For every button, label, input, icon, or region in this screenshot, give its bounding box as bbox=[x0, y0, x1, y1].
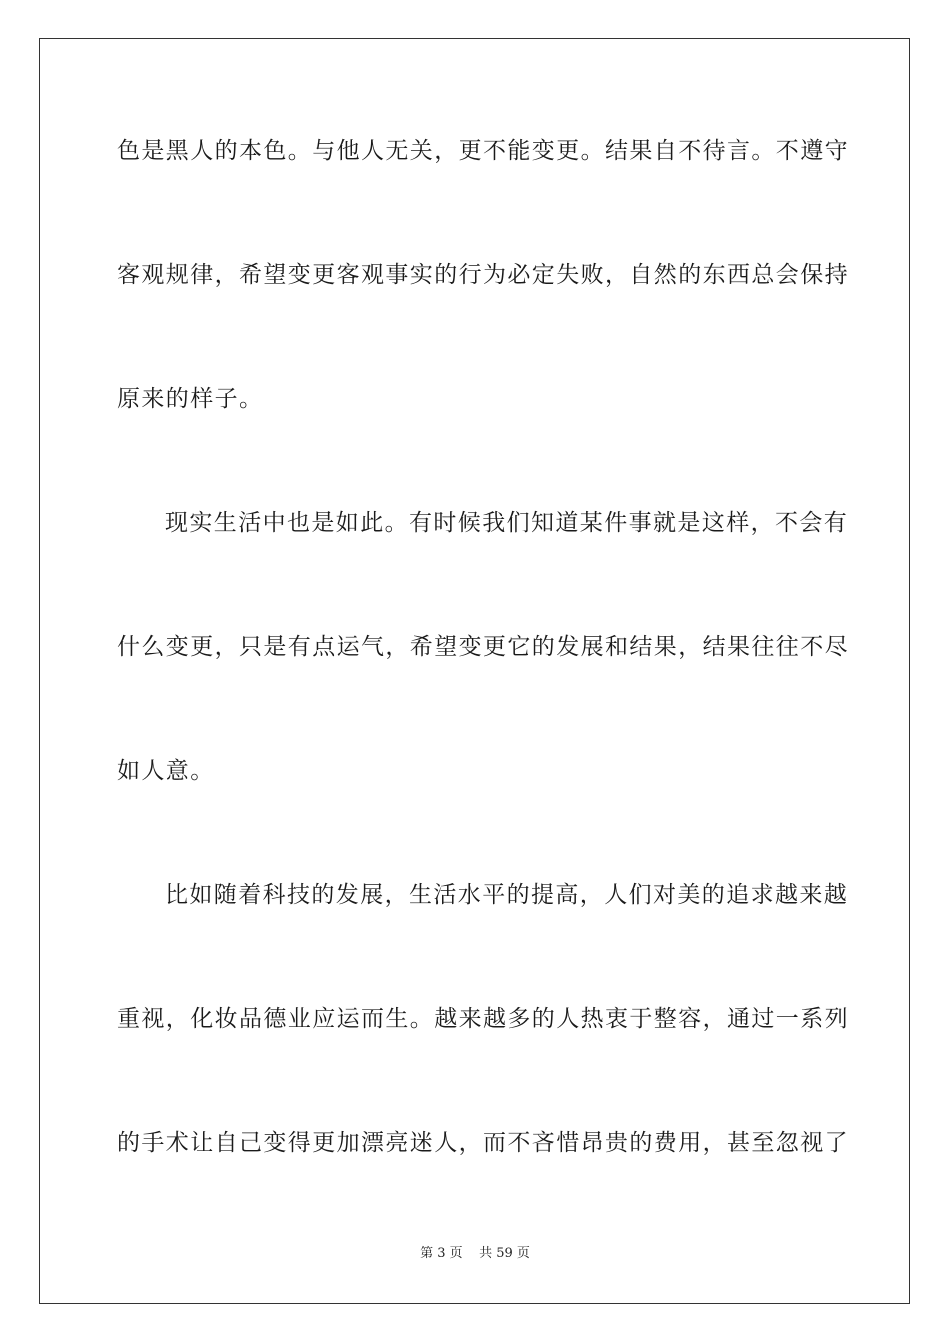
text-line: 原来的样子。 bbox=[117, 386, 264, 412]
text-line: 如人意。 bbox=[117, 758, 215, 784]
text-line: 比如随着科技的发展，生活水平的提高，人们对美的追求越来越 bbox=[165, 882, 849, 908]
page-border bbox=[39, 38, 910, 1304]
text-line: 现实生活中也是如此。有时候我们知道某件事就是这样，不会有 bbox=[165, 510, 849, 536]
text-line: 客观规律，希望变更客观事实的行为必定失败，自然的东西总会保持 bbox=[117, 262, 849, 288]
text-line: 色是黑人的本色。与他人无关，更不能变更。结果自不待言。不遵守 bbox=[117, 138, 849, 164]
text-line: 的手术让自己变得更加漂亮迷人，而不吝惜昂贵的费用，甚至忽视了 bbox=[117, 1130, 849, 1156]
page-number-footer: 第 3 页 共 59 页 bbox=[420, 1246, 530, 1261]
text-line: 重视，化妆品德业应运而生。越来越多的人热衷于整容，通过一系列 bbox=[117, 1006, 849, 1032]
text-line: 什么变更，只是有点运气，希望变更它的发展和结果，结果往往不尽 bbox=[117, 634, 849, 660]
